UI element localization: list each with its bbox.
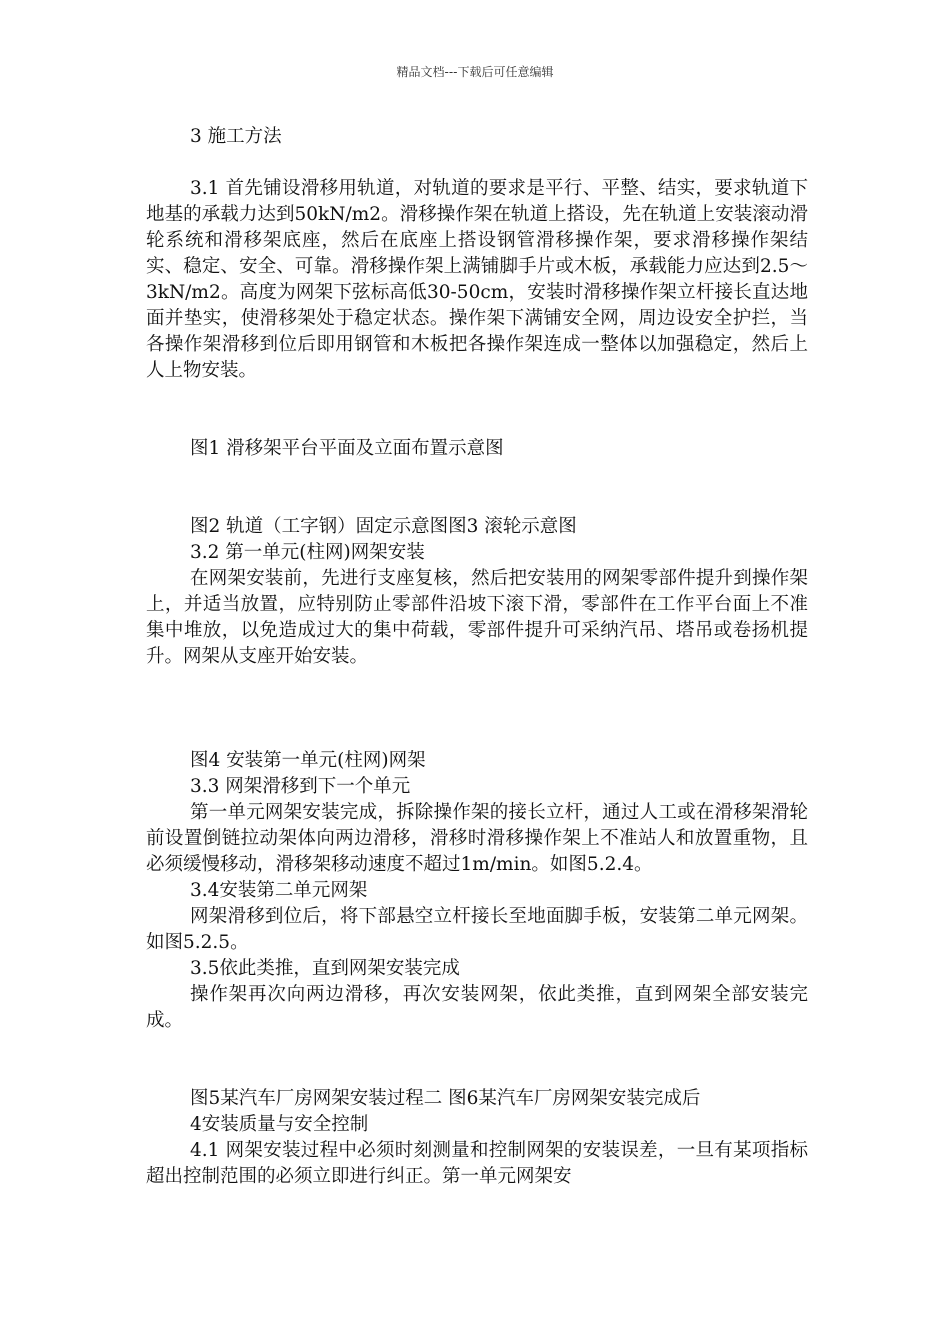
spacer — [146, 384, 808, 436]
figure-caption-5-6: 图5某汽车厂房网架安装过程二 图6某汽车厂房网架安装完成后 — [190, 1088, 701, 1109]
section-heading-3: 3 施工方法 — [190, 126, 282, 147]
spacer — [146, 150, 808, 176]
document-body — [146, 124, 808, 1190]
spacer — [146, 670, 808, 748]
subheading-3-4: 3.4安装第二单元网架 — [190, 880, 368, 901]
figure-caption-1: 图1 滑移架平台平面及立面布置示意图 — [190, 438, 504, 459]
figure-caption-4: 图4 安装第一单元(柱网)网架 — [190, 750, 426, 771]
figure-caption-2-3: 图2 轨道（工字钢）固定示意图图3 滚轮示意图 — [190, 516, 577, 537]
subheading-3-3: 3.3 网架滑移到下一个单元 — [190, 776, 411, 797]
page-header: 精品文档---下载后可任意编辑 — [396, 65, 554, 79]
subheading-3-5: 3.5依此类推，直到网架安装完成 — [190, 958, 460, 979]
paragraph-3-2: 在网架安装前，先进行支座复核，然后把安装用的网架零部件提升到操作架上，并适当放置，应特别防止零部件沿坡下滚下滑，零部件在工作平台面上不准集中堆放，以免造成过大的集中荷载，零部件提升可采纳汽吊、塔吊或卷扬机提升。网架从支座开始安装。 — [146, 568, 808, 667]
paragraph-4-1: 4.1 网架安装过程中必须时刻测量和控制网架的安装误差，一旦有某项指标超出控制范围的必须立即进行纠正。第一单元网架安 — [146, 1140, 808, 1187]
spacer — [146, 1034, 808, 1086]
spacer — [146, 462, 808, 514]
paragraph-3-5: 操作架再次向两边滑移，再次安装网架，依此类推，直到网架全部安装完成。 — [146, 984, 808, 1031]
paragraph-3-1: 3.1 首先铺设滑移用轨道，对轨道的要求是平行、平整、结实，要求轨道下地基的承载力达到50kN/m2。滑移操作架在轨道上搭设，先在轨道上安装滚动滑轮系统和滑移架底座，然后在底座上搭设钢管滑移操作架，要求滑移操作架结实、稳定、安全、可靠。滑移操作架上满铺脚手片或木板，承载能力应达到2.5～3kN/m2。高度为网架下弦标高低30-50cm，安装时滑移操作架立杆接长直达地面并垫实，使滑移架处于稳定状态。操作架下满铺安全网，周边设安全护拦，当各操作架滑移到位后即用钢管和木板把各操作架连成一整体以加强稳定，然后上人上物安装。 — [146, 178, 808, 381]
paragraph-3-4: 网架滑移到位后，将下部悬空立杆接长至地面脚手板，安装第二单元网架。如图5.2.5。 — [146, 906, 808, 953]
paragraph-3-3: 第一单元网架安装完成，拆除操作架的接长立杆，通过人工或在滑移架滑轮前设置倒链拉动架体向两边滑移，滑移时滑移操作架上不准站人和放置重物，且必须缓慢移动，滑移架移动速度不超过1m/min。如图5.2.4。 — [146, 802, 808, 875]
section-heading-4: 4安装质量与安全控制 — [190, 1114, 369, 1135]
subheading-3-2: 3.2 第一单元(柱网)网架安装 — [190, 542, 425, 563]
